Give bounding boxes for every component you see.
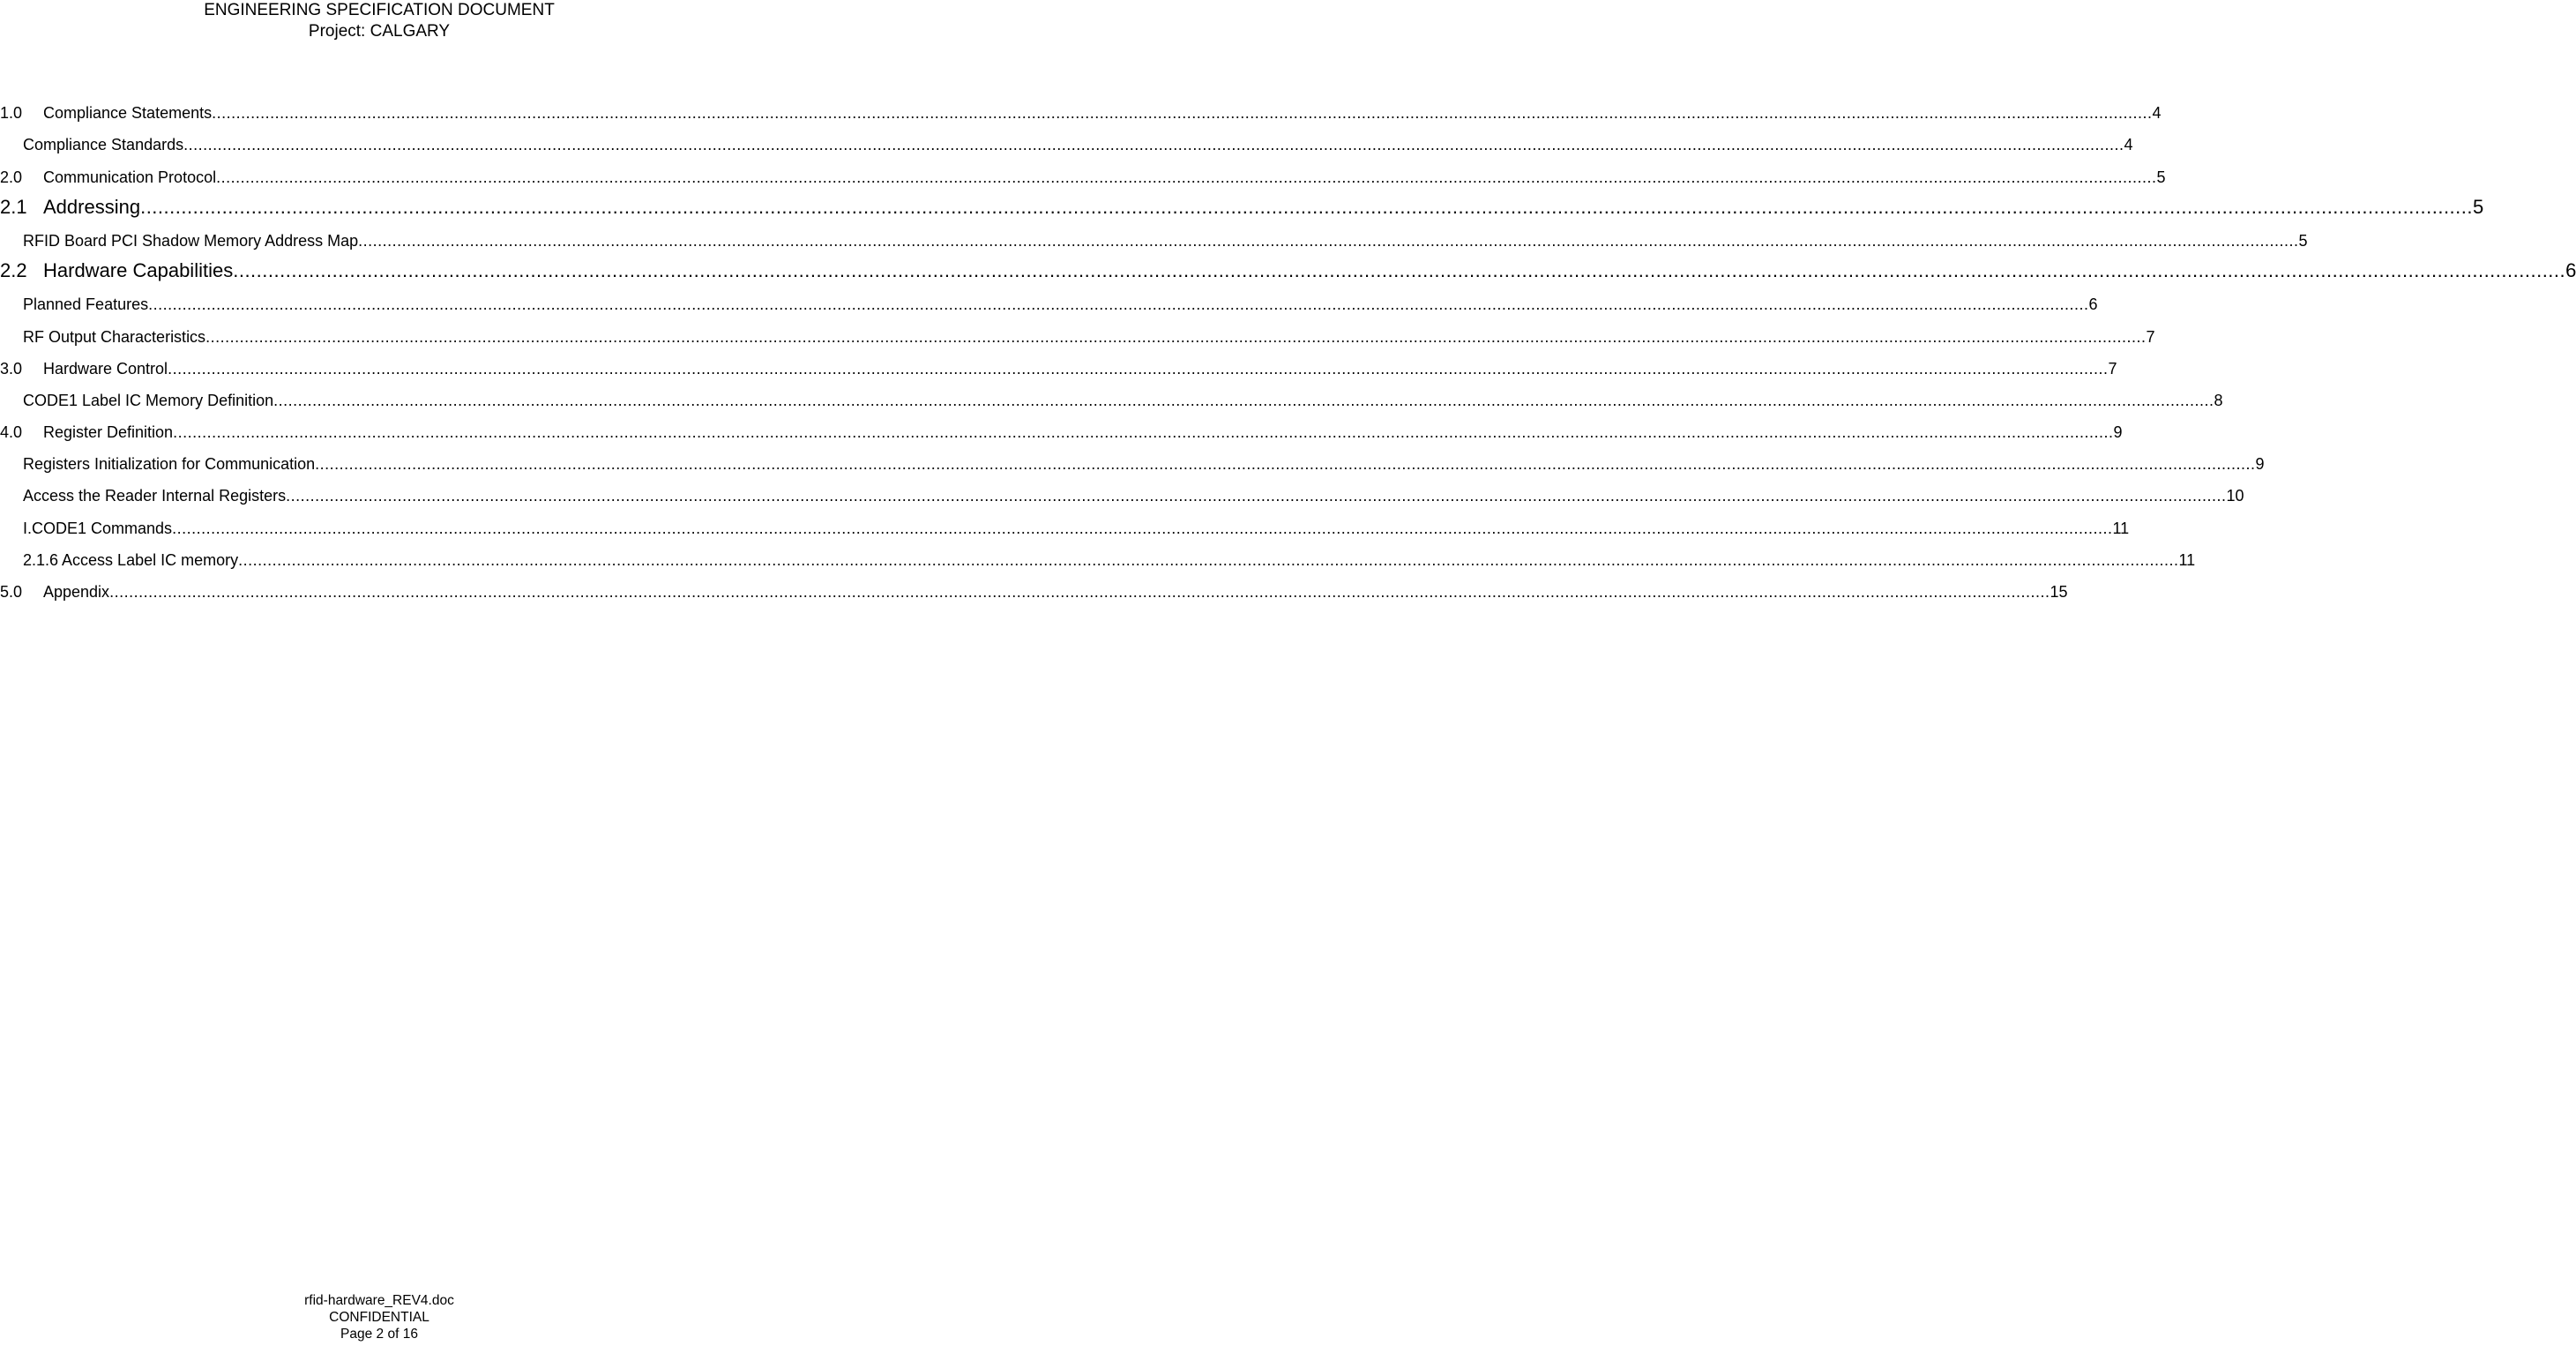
toc-entry-page: 7 [2146,327,2155,346]
toc-entry[interactable] [0,93,2162,124]
toc-dot-leader: ................................................................................................................................................................................................................................................................................................................................................................................................................ [233,259,2566,282]
toc-entry[interactable] [0,444,2265,475]
toc-entry-title: Hardware Capabilities [43,259,234,282]
toc-entry-number: 3.0 [0,359,23,378]
toc-entry-title: Registers Initialization for Communication [23,455,316,474]
toc-entry-title: RF Output Characteristics [23,327,206,346]
toc-entry[interactable] [0,189,2484,221]
toc-entry-title: I.CODE1 Commands [23,519,173,537]
toc-entry-number: 4.0 [0,423,23,442]
toc-entry-title: Appendix [43,583,110,601]
toc-entry-title: Compliance Statements [43,104,213,123]
toc-dot-leader: ................................................................................................................................................................................................................................................................................................................................................................................................................ [172,519,2113,537]
toc-entry[interactable] [0,572,2068,603]
document-footer [0,1292,758,1342]
toc-entry-page: 10 [2226,487,2244,505]
document-header [0,0,758,42]
toc-entry[interactable] [0,412,2123,444]
footer-confidential: CONFIDENTIAL [329,1310,429,1325]
toc-entry-page: 15 [2050,583,2068,601]
footer-filename: rfid-hardware_REV4.doc [304,1293,454,1308]
toc-dot-leader: ................................................................................................................................................................................................................................................................................................................................................................................................................ [109,583,2050,601]
toc-entry[interactable] [0,221,2308,252]
toc-entry-title: Register Definition [43,423,174,442]
toc-entry[interactable] [0,507,2130,539]
project-name: Project: CALGARY [308,22,451,41]
toc-dot-leader: ................................................................................................................................................................................................................................................................................................................................................................................................................ [216,168,2157,186]
toc-entry-title: Access the Reader Internal Registers [23,487,287,505]
toc-dot-leader: ................................................................................................................................................................................................................................................................................................................................................................................................................ [173,423,2114,442]
toc-entry-title: CODE1 Label IC Memory Definition [23,391,274,409]
toc-dot-leader: ................................................................................................................................................................................................................................................................................................................................................................................................................ [148,295,2089,314]
toc-entry-page: 11 [2112,519,2130,537]
toc-entry-title: Planned Features [23,295,149,314]
toc-entry-page: 11 [2178,550,2196,569]
toc-dot-leader: ................................................................................................................................................................................................................................................................................................................................................................................................................ [273,391,2214,409]
toc-entry-number: 2.0 [0,168,23,186]
toc-entry-number: 2.1 [0,195,27,218]
toc-entry[interactable] [0,348,2117,380]
toc-entry[interactable] [0,156,2166,188]
toc-entry-number: 2.2 [0,259,27,282]
toc-dot-leader: ................................................................................................................................................................................................................................................................................................................................................................................................................ [315,455,2256,474]
toc-entry-number: 5.0 [0,583,23,601]
toc-entry-page: 7 [2108,359,2117,378]
toc-entry[interactable] [0,540,2196,572]
toc-entry-page: 9 [2255,455,2265,474]
toc-entry[interactable] [0,252,2576,284]
document-title: ENGINEERING SPECIFICATION DOCUMENT [204,1,555,19]
toc-dot-leader: ................................................................................................................................................................................................................................................................................................................................................................................................................ [183,136,2124,154]
toc-entry-page: 6 [2088,295,2098,314]
toc-entry-page: 4 [2152,104,2162,123]
toc-entry-title: RFID Board PCI Shadow Memory Address Map [23,231,359,250]
toc-dot-leader: ................................................................................................................................................................................................................................................................................................................................................................................................................ [358,231,2299,250]
toc-dot-leader: ................................................................................................................................................................................................................................................................................................................................................................................................................ [140,195,2473,218]
table-of-contents [0,93,2576,603]
toc-entry-page: 8 [2214,391,2223,409]
toc-entry-title: 2.1.6 Access Label IC memory [23,550,239,569]
toc-dot-leader: ................................................................................................................................................................................................................................................................................................................................................................................................................ [205,327,2147,346]
toc-entry-page: 5 [2473,195,2484,218]
toc-entry-title: Hardware Control [43,359,168,378]
toc-entry-title: Addressing [43,195,141,218]
toc-entry[interactable] [0,284,2098,316]
toc-dot-leader: ................................................................................................................................................................................................................................................................................................................................................................................................................ [168,359,2109,378]
toc-entry-page: 9 [2113,423,2123,442]
toc-entry-title: Compliance Standards [23,136,184,154]
toc-entry[interactable] [0,124,2133,156]
toc-entry[interactable] [0,316,2155,348]
footer-page-number: Page 2 of 16 [340,1327,418,1342]
toc-dot-leader: ................................................................................................................................................................................................................................................................................................................................................................................................................ [286,487,2227,505]
toc-entry-page: 4 [2124,136,2133,154]
toc-dot-leader: ................................................................................................................................................................................................................................................................................................................................................................................................................ [238,550,2179,569]
toc-entry-number: 1.0 [0,104,23,123]
toc-entry[interactable] [0,380,2223,412]
toc-entry[interactable] [0,475,2244,507]
toc-dot-leader: ................................................................................................................................................................................................................................................................................................................................................................................................................ [212,104,2153,123]
toc-entry-page: 6 [2565,259,2576,282]
toc-entry-page: 5 [2156,168,2166,186]
toc-entry-page: 5 [2298,231,2308,250]
toc-entry-title: Communication Protocol [43,168,217,186]
